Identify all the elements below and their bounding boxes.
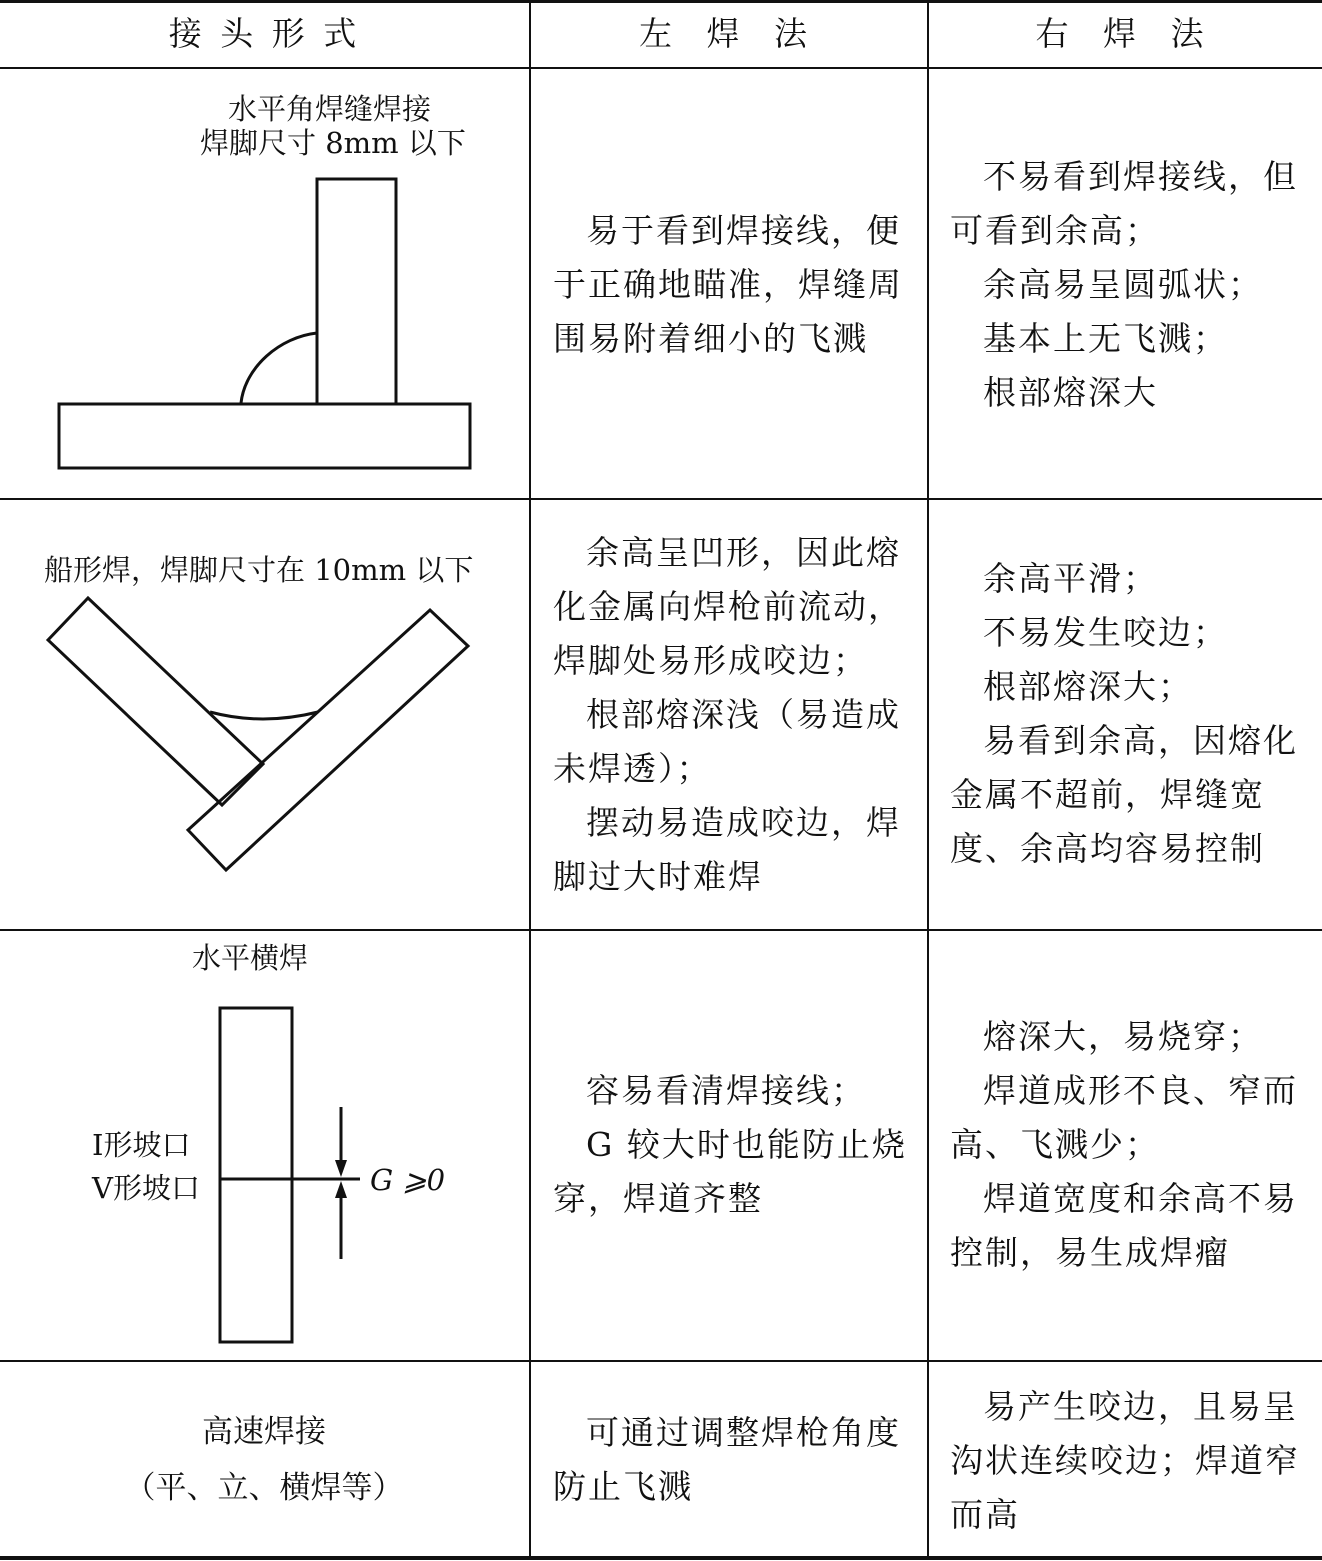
text-line: G 较大时也能防止烧穿，焊道齐整 xyxy=(553,1125,907,1218)
row3-left-text xyxy=(553,1064,913,1226)
column-divider xyxy=(529,0,531,1560)
header-left-welding: 左 焊 法 xyxy=(639,14,819,53)
row2-left-text xyxy=(553,526,913,904)
row4-left-text xyxy=(553,1406,913,1514)
text-line: 基本上无飞溅； xyxy=(983,319,1228,358)
horizontal-weld-diagram xyxy=(0,0,529,1360)
i-groove-label: Ⅰ形坡口 xyxy=(92,1128,191,1162)
row1-left-text xyxy=(553,204,913,366)
v-groove-label: Ⅴ形坡口 xyxy=(92,1171,200,1205)
text-line: 根部熔深大 xyxy=(983,373,1158,412)
text-line: 余高呈凹形，因此熔化金属向焊枪前流动，焊脚处易形成咬边； xyxy=(553,533,903,680)
column-divider xyxy=(927,0,929,1560)
row3-right-text xyxy=(950,1010,1312,1280)
text-line: 易产生咬边，且易呈沟状连续咬边；焊道窄而高 xyxy=(950,1387,1300,1534)
table-bottom-border xyxy=(0,1556,1322,1560)
text-line: 易于看到焊接线，便于正确地瞄准，焊缝周围易附着细小的飞溅 xyxy=(553,211,903,358)
row2-right-text xyxy=(950,552,1312,876)
text-line: 不易看到焊接线，但可看到余高； xyxy=(950,157,1298,250)
text-line: 焊道成形不良、窄而高、飞溅少； xyxy=(950,1071,1298,1164)
gap-label: G ⩾0 xyxy=(370,1163,446,1197)
header-right-welding: 右 焊 法 xyxy=(1035,14,1216,53)
row-divider xyxy=(0,1360,1322,1362)
row1-caption-line2: 焊脚尺寸 8mm 以下 xyxy=(200,126,466,160)
text-line: 容易看清焊接线； xyxy=(586,1071,866,1110)
text-line: 焊道宽度和余高不易控制，易生成焊瘤 xyxy=(950,1179,1298,1272)
row3-caption: 水平横焊 xyxy=(192,941,309,975)
text-line: 摆动易造成咬边，焊脚过大时难焊 xyxy=(553,803,901,896)
text-line: 易看到余高，因熔化金属不超前，焊缝宽度、余高均容易控制 xyxy=(950,721,1298,868)
row4-caption-line2: （平、立、横焊等） xyxy=(124,1470,404,1506)
text-line: 余高易呈圆弧状； xyxy=(983,265,1263,304)
text-line: 不易发生咬边； xyxy=(983,613,1228,652)
row4-caption-line1: 高速焊接 xyxy=(202,1414,326,1450)
row2-caption: 船形焊，焊脚尺寸在 10mm 以下 xyxy=(44,553,474,587)
row4-right-text xyxy=(950,1380,1312,1542)
row1-right-text xyxy=(950,150,1312,420)
header-joint-form: 接 头 形 式 xyxy=(168,14,361,53)
text-line: 余高平滑； xyxy=(983,559,1158,598)
text-line: 熔深大，易烧穿； xyxy=(983,1017,1263,1056)
text-line: 可通过调整焊枪角度防止飞溅 xyxy=(553,1413,901,1506)
text-line: 根部熔深浅（易造成未焊透）； xyxy=(553,695,901,788)
text-line: 根部熔深大； xyxy=(983,667,1193,706)
row1-caption-line1: 水平角焊缝焊接 xyxy=(228,92,432,126)
